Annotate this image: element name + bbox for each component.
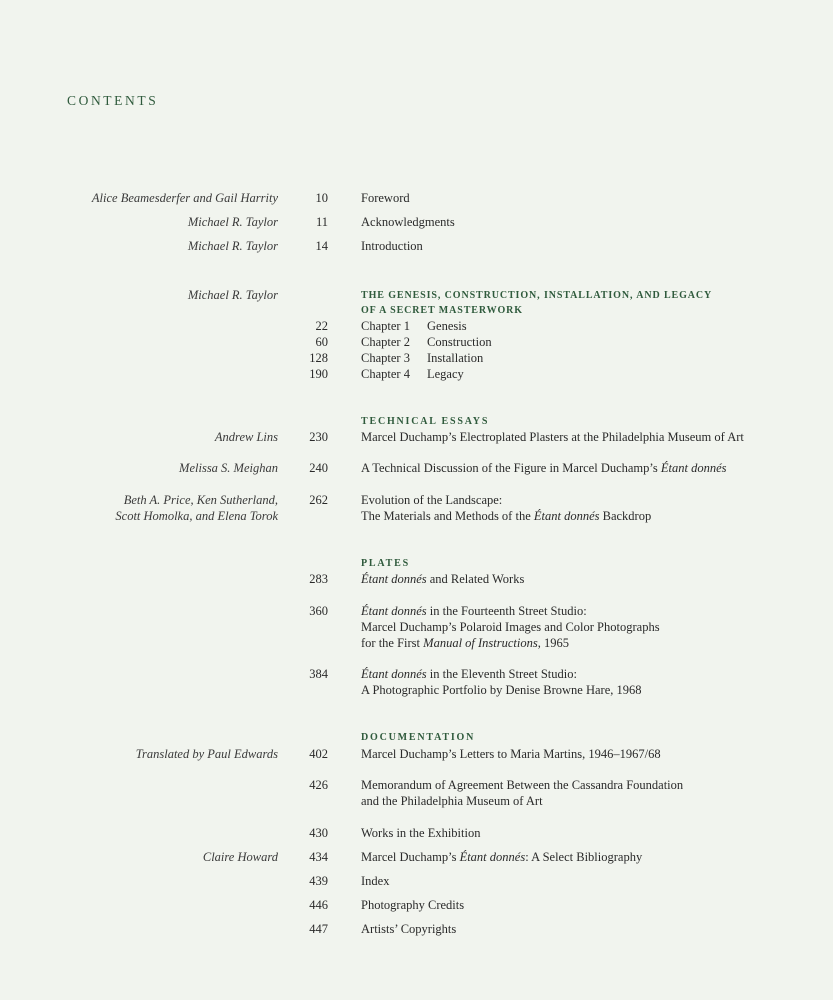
entry-text: in the Fourteenth Street Studio: xyxy=(426,604,587,618)
entry-text: : A Select Bibliography xyxy=(525,850,643,864)
entry-evolution-landscape-line2[interactable] xyxy=(361,508,651,524)
entry-text: and Related Works xyxy=(426,572,525,586)
entry-text: in the Eleventh Street Studio: xyxy=(426,667,577,681)
entry-chapter-3[interactable] xyxy=(361,350,483,366)
entry-fourteenth-street-line1[interactable] xyxy=(361,603,587,619)
page-number-introduction: 14 xyxy=(315,239,328,253)
entry-italic-text: Étant donnés xyxy=(660,461,727,475)
chapter-title: Genesis xyxy=(427,319,467,333)
section-heading-technical-essays: TECHNICAL ESSAYS xyxy=(361,416,490,427)
entry-eleventh-street-line2[interactable]: A Photographic Portfolio by Denise Browne Hare, 1968 xyxy=(361,683,642,697)
entry-eleventh-street-line1[interactable] xyxy=(361,666,577,682)
entry-introduction[interactable]: Introduction xyxy=(361,239,423,253)
entry-text: A Technical Discussion of the Figure in Marcel Duchamp’s xyxy=(361,461,661,475)
entry-acknowledgments[interactable]: Acknowledgments xyxy=(361,215,455,229)
page-number-240: 240 xyxy=(309,461,328,475)
entry-italic-text: Étant donnés xyxy=(533,509,600,523)
entry-text: for the First xyxy=(361,636,424,650)
entry-photography-credits[interactable]: Photography Credits xyxy=(361,898,465,912)
section-heading-genesis-line2: OF A SECRET MASTERWORK xyxy=(361,305,523,316)
entry-italic-text: Étant donnés xyxy=(459,850,526,864)
entry-fourteenth-street-line2[interactable]: Marcel Duchamp’s Polaroid Images and Color Photographs xyxy=(361,620,660,634)
entry-italic-text: Manual of Instructions xyxy=(423,636,538,650)
page-number-262: 262 xyxy=(309,493,328,507)
page-number-chapter-3: 128 xyxy=(309,351,328,365)
page-number-chapter-4: 190 xyxy=(309,367,328,381)
author-edwards: Translated by Paul Edwards xyxy=(135,747,278,761)
author-lins: Andrew Lins xyxy=(214,430,278,444)
entry-artists-copyrights[interactable]: Artists’ Copyrights xyxy=(361,922,457,936)
entry-electroplated-plasters[interactable]: Marcel Duchamp’s Electroplated Plasters at the Philadelphia Museum of Art xyxy=(361,430,744,444)
author-howard: Claire Howard xyxy=(202,850,278,864)
page-number-447: 447 xyxy=(309,922,328,936)
chapter-title: Legacy xyxy=(427,367,464,381)
author-price-line2: Scott Homolka, and Elena Torok xyxy=(115,509,278,523)
page-number-430: 430 xyxy=(309,826,328,840)
section-heading-genesis-line1: THE GENESIS, CONSTRUCTION, INSTALLATION, AND LEGACY xyxy=(361,290,713,301)
entry-italic-text: Étant donnés xyxy=(361,572,427,586)
page-number-foreword: 10 xyxy=(315,191,328,205)
entry-index[interactable]: Index xyxy=(361,874,390,888)
entry-memorandum-line2[interactable]: and the Philadelphia Museum of Art xyxy=(361,794,543,808)
author-genesis-section: Michael R. Taylor xyxy=(187,288,278,302)
entry-text: The Materials and Methods of the xyxy=(361,509,534,523)
author-introduction: Michael R. Taylor xyxy=(187,239,278,253)
entry-italic-text: Étant donnés xyxy=(361,604,427,618)
entry-letters-maria-martins[interactable]: Marcel Duchamp’s Letters to Maria Martins, 1946–1967/68 xyxy=(361,747,661,761)
entry-chapter-1[interactable] xyxy=(361,318,467,334)
author-meighan: Melissa S. Meighan xyxy=(179,461,278,475)
page-number-402: 402 xyxy=(309,747,328,761)
entry-fourteenth-street-line3[interactable] xyxy=(361,635,569,651)
entry-italic-text: Étant donnés xyxy=(361,667,427,681)
page-number-chapter-2: 60 xyxy=(315,335,328,349)
page-number-chapter-1: 22 xyxy=(315,319,328,333)
author-price-line1: Beth A. Price, Ken Sutherland, xyxy=(123,493,278,507)
chapter-title: Construction xyxy=(427,335,492,349)
chapter-label: Chapter 4 xyxy=(361,367,410,381)
chapter-title: Installation xyxy=(427,351,484,365)
entry-chapter-4[interactable] xyxy=(361,366,464,382)
author-foreword: Alice Beamesderfer and Gail Harrity xyxy=(91,191,278,205)
entry-chapter-2[interactable] xyxy=(361,334,492,350)
page-number-acknowledgments: 11 xyxy=(315,215,328,229)
entry-evolution-landscape-line1[interactable]: Evolution of the Landscape: xyxy=(361,493,503,507)
page-number-446: 446 xyxy=(309,898,328,912)
entry-related-works[interactable] xyxy=(361,571,524,587)
page-number-434: 434 xyxy=(309,850,328,864)
entry-text: Backdrop xyxy=(599,509,652,523)
page-number-283: 283 xyxy=(309,572,328,586)
contents-heading: CONTENTS xyxy=(67,93,159,108)
entry-foreword[interactable]: Foreword xyxy=(361,191,410,205)
chapter-label: Chapter 3 xyxy=(361,351,410,365)
author-acknowledgments: Michael R. Taylor xyxy=(187,215,278,229)
section-heading-documentation: DOCUMENTATION xyxy=(361,732,476,743)
page-number-384: 384 xyxy=(309,667,328,681)
page-number-230: 230 xyxy=(309,430,328,444)
chapter-label: Chapter 2 xyxy=(361,335,410,349)
page-number-360: 360 xyxy=(309,604,328,618)
entry-works-in-exhibition[interactable]: Works in the Exhibition xyxy=(361,826,481,840)
page-number-426: 426 xyxy=(309,778,328,792)
entry-text: Marcel Duchamp’s xyxy=(361,850,460,864)
section-heading-plates: PLATES xyxy=(361,558,410,569)
entry-text: , 1965 xyxy=(537,636,569,650)
entry-technical-discussion[interactable] xyxy=(361,460,727,476)
entry-select-bibliography[interactable] xyxy=(361,849,642,865)
chapter-label: Chapter 1 xyxy=(361,319,410,333)
page-number-439: 439 xyxy=(309,874,328,888)
entry-memorandum-line1[interactable]: Memorandum of Agreement Between the Cassandra Foundation xyxy=(361,778,684,792)
